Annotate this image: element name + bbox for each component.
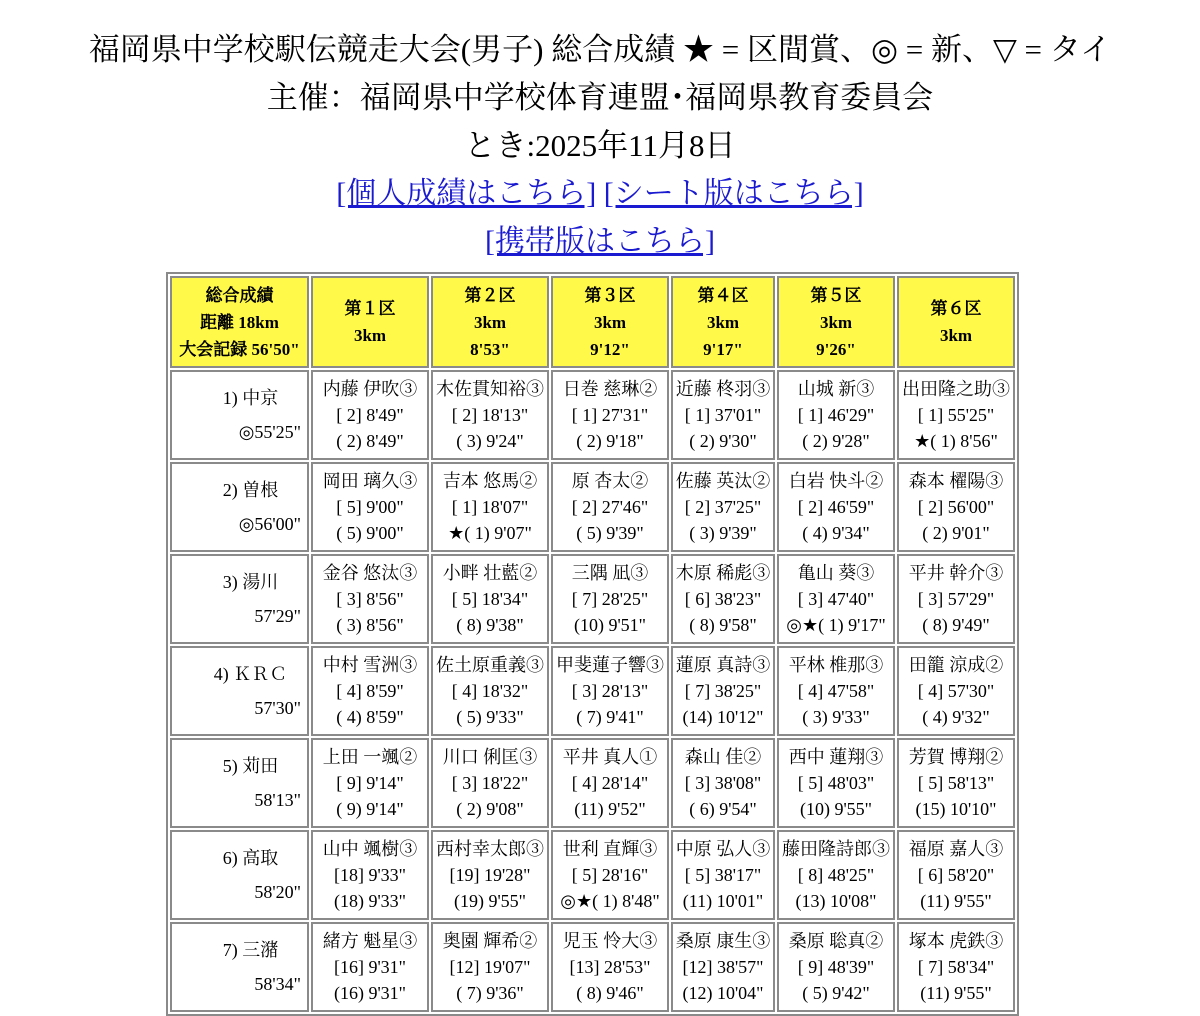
cumulative-time: [16] 9'31" <box>333 957 407 977</box>
team-total-time: ◎55'25" <box>238 422 301 442</box>
cumulative-time: [ 3] 18'22" <box>451 773 529 793</box>
leg-cell <box>311 370 429 460</box>
table-row <box>170 738 1015 828</box>
leg-time: ◎★( 1) 8'48" <box>560 891 660 911</box>
runner-name: 桑原 聡真② <box>788 931 884 951</box>
leg-time: ( 4) 9'32" <box>922 707 990 727</box>
leg-cell <box>551 646 669 736</box>
leg-time: ( 9) 9'14" <box>336 799 404 819</box>
team-total-time: 57'30" <box>254 698 301 718</box>
section-name: 第２区 <box>464 285 516 305</box>
leg-time: ( 4) 9'34" <box>802 523 870 543</box>
cumulative-time: [ 6] 58'20" <box>917 865 995 885</box>
leg-time: ( 3) 9'33" <box>802 707 870 727</box>
runner-name: 山城 新③ <box>797 379 875 399</box>
runner-name: 緒方 魁星③ <box>322 931 418 951</box>
leg-cell <box>671 554 775 644</box>
runner-name: 平林 椎那③ <box>788 655 884 675</box>
runner-name: 平井 真人① <box>562 747 658 767</box>
team-name: 5) 苅田 <box>222 756 279 776</box>
leg-time: (10) 9'51" <box>573 615 647 635</box>
leg-time: ( 7) 9'36" <box>456 983 524 1003</box>
leg-cell <box>897 830 1015 920</box>
leg-time: ( 2) 9'08" <box>456 799 524 819</box>
cumulative-time: [ 5] 18'34" <box>451 589 529 609</box>
runner-name: 三隅 凪③ <box>571 563 649 583</box>
cumulative-time: [ 2] 8'49" <box>336 405 404 425</box>
leg-cell <box>897 462 1015 552</box>
section-name: 第４区 <box>697 285 749 305</box>
leg-cell <box>671 738 775 828</box>
cumulative-time: [ 5] 9'00" <box>336 497 404 517</box>
table-row <box>170 370 1015 460</box>
meet-record-label: 大会記録 56'50" <box>179 339 300 359</box>
section-header-4 <box>671 276 775 368</box>
cumulative-time: [ 7] 28'25" <box>571 589 649 609</box>
runner-name: 中原 弘人③ <box>675 839 771 859</box>
leg-cell <box>777 922 895 1012</box>
leg-cell <box>311 738 429 828</box>
distance-label: 距離 18km <box>200 312 279 332</box>
overall-header-cell <box>170 276 309 368</box>
section-record: 8'53" <box>470 339 510 359</box>
runner-name: 原 杏太② <box>571 471 649 491</box>
section-name: 第６区 <box>930 299 982 318</box>
cumulative-time: [18] 9'33" <box>333 865 407 885</box>
runner-name: 塚本 虎鉄③ <box>908 931 1004 951</box>
runner-name: 近藤 柊羽③ <box>675 379 771 399</box>
team-cell <box>170 830 309 920</box>
table-row <box>170 462 1015 552</box>
section-name: 第５区 <box>810 285 862 305</box>
runner-name: 小畔 壮藍② <box>442 563 538 583</box>
leg-time: (16) 9'31" <box>333 983 407 1003</box>
runner-name: 桑原 康生③ <box>675 931 771 951</box>
leg-time: (10) 9'55" <box>799 799 873 819</box>
team-name: 3) 湯川 <box>222 572 279 592</box>
runner-name: 山中 颯樹③ <box>322 839 418 859</box>
leg-cell <box>311 830 429 920</box>
leg-time: (14) 10'12" <box>682 707 764 727</box>
cumulative-time: [ 2] 18'13" <box>451 405 529 425</box>
section-distance: 3km <box>593 312 627 332</box>
leg-cell <box>431 462 549 552</box>
leg-time: (12) 10'04" <box>682 983 764 1003</box>
team-total-time: 58'20" <box>254 882 301 902</box>
leg-time: ( 8) 9'49" <box>922 615 990 635</box>
table-row <box>170 646 1015 736</box>
cumulative-time: [ 5] 28'16" <box>571 865 649 885</box>
leg-cell <box>551 738 669 828</box>
leg-cell <box>551 370 669 460</box>
section-distance: 3km <box>706 312 740 332</box>
cumulative-time: [ 1] 37'01" <box>684 405 762 425</box>
cumulative-time: [13] 28'53" <box>569 957 651 977</box>
cumulative-time: [12] 38'57" <box>682 957 764 977</box>
leg-cell <box>777 738 895 828</box>
runner-name: 児玉 怜大③ <box>562 931 658 951</box>
runner-name: 佐土原重義③ <box>436 655 544 675</box>
leg-time: ( 3) 8'56" <box>336 615 404 635</box>
leg-cell <box>671 370 775 460</box>
leg-time: (15) 10'10" <box>915 799 997 819</box>
section-record: 9'12" <box>590 339 630 359</box>
leg-time: ◎★( 1) 9'17" <box>786 615 886 635</box>
leg-cell <box>431 830 549 920</box>
leg-cell <box>777 646 895 736</box>
leg-cell <box>551 554 669 644</box>
cumulative-time: [ 5] 38'17" <box>684 865 762 885</box>
leg-time: (11) 9'55" <box>920 891 992 911</box>
runner-name: 芳賀 博翔② <box>908 747 1004 767</box>
cumulative-time: [ 7] 58'34" <box>917 957 995 977</box>
section-distance: 3km <box>353 326 387 345</box>
results-body <box>170 370 1015 1012</box>
runner-name: 佐藤 英汰② <box>675 471 771 491</box>
runner-name: 上田 一颯② <box>322 747 418 767</box>
cumulative-time: [ 6] 38'23" <box>684 589 762 609</box>
runner-name: 吉本 悠馬② <box>442 471 538 491</box>
runner-name: 藤田隆詩郎③ <box>782 839 890 859</box>
team-total-time: 58'34" <box>254 974 301 994</box>
section-distance: 3km <box>819 312 853 332</box>
cumulative-time: [ 2] 37'25" <box>684 497 762 517</box>
leg-time: (11) 10'01" <box>682 891 764 911</box>
leg-time: ( 5) 9'42" <box>802 983 870 1003</box>
cumulative-time: [ 9] 48'39" <box>797 957 875 977</box>
leg-cell <box>777 554 895 644</box>
leg-time: (13) 10'08" <box>795 891 877 911</box>
team-cell <box>170 554 309 644</box>
leg-cell <box>671 922 775 1012</box>
overall-header-label: 総合成績 <box>205 285 274 305</box>
results-table <box>166 272 1019 1016</box>
runner-name: 森本 櫂陽③ <box>908 471 1004 491</box>
cumulative-time: [ 4] 47'58" <box>797 681 875 701</box>
leg-cell <box>551 462 669 552</box>
team-name: 1) 中京 <box>222 388 279 408</box>
leg-time: (19) 9'55" <box>453 891 527 911</box>
team-cell <box>170 370 309 460</box>
leg-cell <box>671 830 775 920</box>
cumulative-time: [ 2] 46'59" <box>797 497 875 517</box>
runner-name: 西村幸太郎③ <box>436 839 544 859</box>
section-header-2 <box>431 276 549 368</box>
runner-name: 中村 雪洲③ <box>322 655 418 675</box>
runner-name: 奥園 輝希② <box>442 931 538 951</box>
runner-name: 木原 稀彪③ <box>675 563 771 583</box>
leg-time: ( 2) 9'18" <box>576 431 644 451</box>
runner-name: 出田隆之助③ <box>902 379 1010 399</box>
section-header-6 <box>897 276 1015 368</box>
cumulative-time: [ 3] 38'08" <box>684 773 762 793</box>
leg-cell <box>431 738 549 828</box>
runner-name: 平井 幹介③ <box>908 563 1004 583</box>
leg-time: ( 8) 9'46" <box>576 983 644 1003</box>
team-total-time: 58'13" <box>254 790 301 810</box>
team-cell <box>170 646 309 736</box>
team-name: 4) ＫＲＣ <box>213 664 288 684</box>
leg-cell <box>311 462 429 552</box>
leg-time: ( 3) 9'24" <box>456 431 524 451</box>
leg-cell <box>431 922 549 1012</box>
cumulative-time: [12] 19'07" <box>449 957 531 977</box>
runner-name: 内藤 伊吹③ <box>322 379 418 399</box>
leg-time: ( 6) 9'54" <box>689 799 757 819</box>
team-total-time: 57'29" <box>254 606 301 626</box>
cumulative-time: [ 4] 28'14" <box>571 773 649 793</box>
team-name: 7) 三潴 <box>222 940 279 960</box>
runner-name: 甲斐蓮子響③ <box>556 655 664 675</box>
section-distance: 3km <box>939 326 973 345</box>
leg-time: ( 4) 8'59" <box>336 707 404 727</box>
runner-name: 日巻 慈琳② <box>562 379 658 399</box>
section-header-3 <box>551 276 669 368</box>
cumulative-time: [ 5] 58'13" <box>917 773 995 793</box>
leg-time: (18) 9'33" <box>333 891 407 911</box>
cumulative-time: [ 1] 18'07" <box>451 497 529 517</box>
section-header-1 <box>311 276 429 368</box>
leg-cell <box>431 646 549 736</box>
leg-time: ( 2) 9'30" <box>689 431 757 451</box>
table-row <box>170 830 1015 920</box>
leg-cell <box>311 646 429 736</box>
leg-time: ( 3) 9'39" <box>689 523 757 543</box>
leg-cell <box>897 554 1015 644</box>
leg-cell <box>671 646 775 736</box>
leg-time: ( 2) 9'01" <box>922 523 990 543</box>
leg-cell <box>897 922 1015 1012</box>
runner-name: 世利 直輝③ <box>562 839 658 859</box>
team-cell <box>170 738 309 828</box>
leg-time: ( 8) 9'58" <box>689 615 757 635</box>
section-name: 第３区 <box>584 285 636 305</box>
cumulative-time: [ 4] 18'32" <box>451 681 529 701</box>
cumulative-time: [ 2] 27'46" <box>571 497 649 517</box>
leg-cell <box>897 370 1015 460</box>
leg-time: (11) 9'52" <box>574 799 646 819</box>
link-row-1 <box>0 170 1200 218</box>
cumulative-time: [ 2] 56'00" <box>917 497 995 517</box>
header-row <box>170 276 1015 368</box>
leg-cell <box>671 462 775 552</box>
cumulative-time: [ 5] 48'03" <box>797 773 875 793</box>
link-row-2 <box>0 218 1200 266</box>
leg-cell <box>777 830 895 920</box>
runner-name: 岡田 璃久③ <box>322 471 418 491</box>
leg-cell <box>311 922 429 1012</box>
individual-results-link[interactable]: [個人成績はこちら] <box>336 177 597 210</box>
cumulative-time: [ 8] 48'25" <box>797 865 875 885</box>
runner-name: 白岩 快斗② <box>788 471 884 491</box>
runner-name: 蓮原 真詩③ <box>675 655 771 675</box>
leg-time: ( 2) 8'49" <box>336 431 404 451</box>
leg-cell <box>897 738 1015 828</box>
runner-name: 西中 蓮翔③ <box>788 747 884 767</box>
team-name: 6) 高取 <box>222 848 279 868</box>
page-title: 福岡県中学校駅伝競走大会(男子) 総合成績 ★ = 区間賞、◎ = 新、▽ = タイ <box>88 32 1112 67</box>
table-row <box>170 922 1015 1012</box>
team-cell <box>170 462 309 552</box>
cumulative-time: [ 3] 28'13" <box>571 681 649 701</box>
cumulative-time: [ 4] 8'59" <box>336 681 404 701</box>
leg-time: ( 5) 9'39" <box>576 523 644 543</box>
cumulative-time: [ 1] 27'31" <box>571 405 649 425</box>
leg-cell <box>777 370 895 460</box>
section-header-5 <box>777 276 895 368</box>
cumulative-time: [ 3] 57'29" <box>917 589 995 609</box>
cumulative-time: [ 7] 38'25" <box>684 681 762 701</box>
runner-name: 川口 俐匡③ <box>442 747 538 767</box>
leg-time: ( 8) 9'38" <box>456 615 524 635</box>
leg-cell <box>551 922 669 1012</box>
section-distance: 3km <box>473 312 507 332</box>
section-record: 9'26" <box>816 339 856 359</box>
leg-cell <box>311 554 429 644</box>
leg-cell <box>777 462 895 552</box>
leg-cell <box>551 830 669 920</box>
runner-name: 金谷 悠汰③ <box>322 563 418 583</box>
page <box>0 26 1200 1016</box>
leg-cell <box>431 370 549 460</box>
runner-name: 亀山 葵③ <box>797 563 875 583</box>
cumulative-time: [ 9] 9'14" <box>336 773 404 793</box>
sheet-version-link[interactable]: [シート版はこちら] <box>603 177 864 210</box>
leg-time: ( 5) 9'00" <box>336 523 404 543</box>
cumulative-time: [ 3] 47'40" <box>797 589 875 609</box>
runner-name: 田籠 涼成② <box>908 655 1004 675</box>
table-row <box>170 554 1015 644</box>
leg-time: ★( 1) 9'07" <box>448 523 532 543</box>
section-record: 9'17" <box>703 339 743 359</box>
leg-time: ( 2) 9'28" <box>802 431 870 451</box>
runner-name: 木佐貫知裕③ <box>436 379 544 399</box>
cumulative-time: [ 1] 46'29" <box>797 405 875 425</box>
cumulative-time: [19] 19'28" <box>449 865 531 885</box>
leg-time: ★( 1) 8'56" <box>914 431 998 451</box>
organizer-line: 主催：福岡県中学校体育連盟･福岡県教育委員会 <box>266 80 934 115</box>
mobile-version-link[interactable]: [携帯版はこちら] <box>485 225 715 258</box>
runner-name: 福原 嘉人③ <box>908 839 1004 859</box>
leg-time: (11) 9'55" <box>920 983 992 1003</box>
leg-cell <box>897 646 1015 736</box>
team-total-time: ◎56'00" <box>238 514 301 534</box>
date-line: とき:2025年11月8日 <box>464 128 736 163</box>
team-name: 2) 曽根 <box>222 480 279 500</box>
cumulative-time: [ 1] 55'25" <box>917 405 995 425</box>
section-name: 第１区 <box>344 299 396 318</box>
team-cell <box>170 922 309 1012</box>
cumulative-time: [ 3] 8'56" <box>336 589 404 609</box>
leg-time: ( 5) 9'33" <box>456 707 524 727</box>
leg-cell <box>431 554 549 644</box>
leg-time: ( 7) 9'41" <box>576 707 644 727</box>
cumulative-time: [ 4] 57'30" <box>917 681 995 701</box>
runner-name: 森山 佳② <box>684 747 762 767</box>
